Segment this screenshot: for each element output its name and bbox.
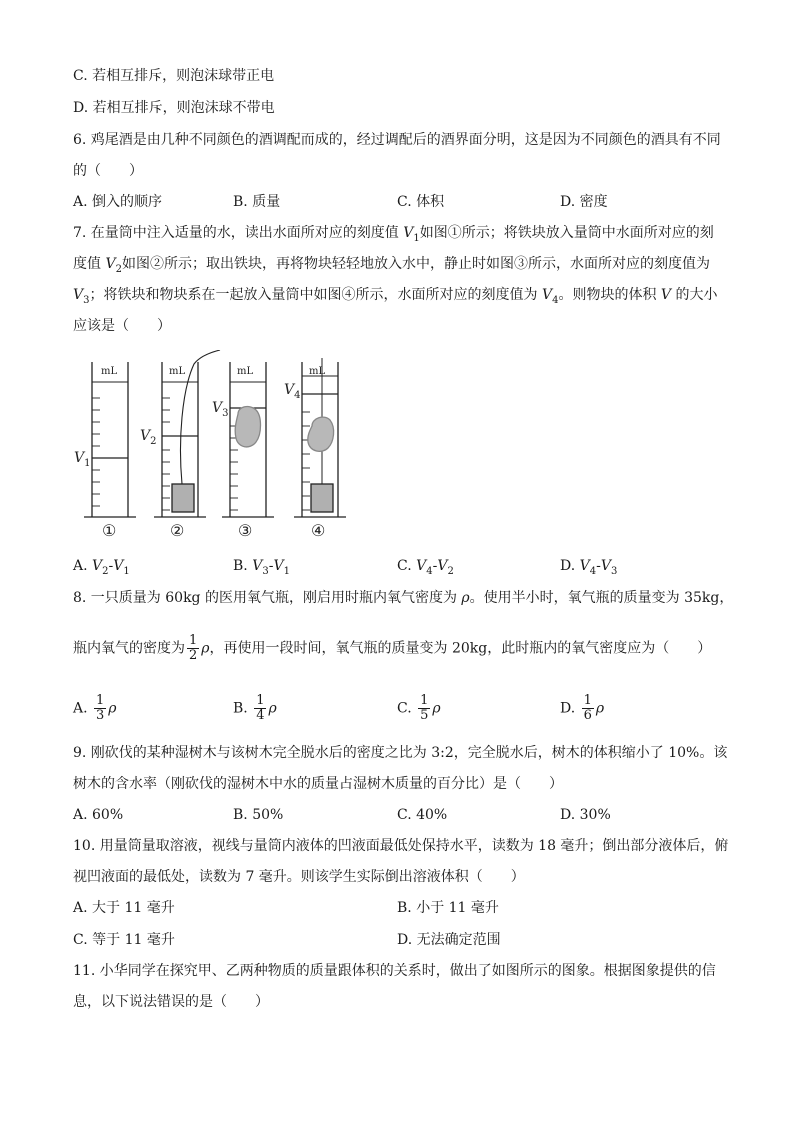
cylinder-3-unit: mL xyxy=(237,366,254,377)
label-v4: $V_4$ xyxy=(284,382,301,401)
figure-number-1: ① xyxy=(102,521,117,540)
wooden-block-4 xyxy=(308,417,334,451)
q10-stem-line2: 视凹液面的最低处，读数为 7 毫升。则该学生实际倒出溶液体积（ ） xyxy=(73,869,525,885)
graduated-cylinders-figure xyxy=(70,350,360,545)
q7-option-b: B. $V_3-V_1$ xyxy=(233,558,290,577)
q10-option-d: D. 无法确定范围 xyxy=(397,932,501,948)
q9-option-a: A. 60% xyxy=(73,807,124,823)
q5-option-c: C. 若相互排斥，则泡沫球带正电 xyxy=(73,68,275,84)
q6-stem-line1: 6. 鸡尾酒是由几种不同颜色的酒调配而成的，经过调配后的酒界面分明，这是因为不同颜色的酒具有不同 xyxy=(73,132,721,148)
q8-stem-line2: 瓶内氧气的密度为 $\frac{1}{2}$ ρ，再使用一段时间，氧气瓶的质量变为 20kg，此时瓶内的氧气密度应为（ ） xyxy=(73,633,712,663)
q6-option-d: D. 密度 xyxy=(560,194,608,210)
q10-option-b: B. 小于 11 毫升 xyxy=(397,900,499,916)
q6-option-b: B. 质量 xyxy=(233,194,281,210)
label-v2: $V_2$ xyxy=(140,428,157,447)
wooden-block-3 xyxy=(235,407,260,447)
q9-stem-line1: 9. 刚砍伐的某种湿树木与该树木完全脱水后的密度之比为 3:2，完全脱水后，树木的体积缩小了 10%。该 xyxy=(73,745,728,761)
cylinder-2-unit: mL xyxy=(169,366,186,377)
q11-stem-line1: 11. 小华同学在探究甲、乙两种物质的质量跟体积的关系时，做出了如图所示的图象。根据图象提供的信 xyxy=(73,963,716,979)
cylinder-4-unit: mL xyxy=(309,366,326,377)
q8-option-d: D. $\frac{1}{6}$ ρ xyxy=(560,693,605,723)
q6-stem-line2: 的（ ） xyxy=(73,163,143,179)
iron-block-4 xyxy=(311,484,333,512)
q7-stem-line2: 度值 $V_2$如图②所示；取出铁块，再将物块轻轻地放入水中，静止时如图③所示，水面所对应的刻度值为 xyxy=(73,256,710,275)
q6-option-a: A. 倒入的顺序 xyxy=(73,194,163,210)
q9-option-b: B. 50% xyxy=(233,807,284,823)
q8-option-b: B. $\frac{1}{4}$ ρ xyxy=(233,693,277,723)
q7-stem-line4: 应该是（ ） xyxy=(73,318,171,334)
cylinder-1 xyxy=(84,362,136,517)
q5-option-d: D. 若相互排斥，则泡沫球不带电 xyxy=(73,100,275,116)
q6-option-c: C. 体积 xyxy=(397,194,445,210)
iron-block-2 xyxy=(172,484,194,512)
figure-number-3: ③ xyxy=(238,521,253,540)
q9-option-c: C. 40% xyxy=(397,807,448,823)
cylinder-1-unit: mL xyxy=(101,366,118,377)
q8-stem-line1: 8. 一只质量为 60kg 的医用氧气瓶，刚启用时瓶内氧气密度为 ρ。使用半小时，氧气瓶的质量变为 35kg， xyxy=(73,590,734,606)
q8-option-a: A. $\frac{1}{3}$ ρ xyxy=(73,693,117,723)
q10-stem-line1: 10. 用量筒量取溶液，视线与量筒内液体的凹液面最低处保持水平，读数为 18 毫升；倒出部分液体后，俯 xyxy=(73,838,729,854)
q7-option-a: A. $V_2-V_1$ xyxy=(73,558,130,577)
q7-stem-line1: 7. 在量筒中注入适量的水，读出水面所对应的刻度值 $V_1$如图①所示；将铁块放入量筒中水面所对应的刻 xyxy=(73,225,714,244)
label-v1: $V_1$ xyxy=(74,450,91,469)
q9-stem-line2: 树木的含水率（刚砍伐的湿树木中水的质量占湿树木质量的百分比）是（ ） xyxy=(73,776,563,792)
q8-option-c: C. $\frac{1}{5}$ ρ xyxy=(397,693,441,723)
q9-option-d: D. 30% xyxy=(560,807,611,823)
q7-option-d: D. $V_4-V_3$ xyxy=(560,558,618,577)
figure-number-4: ④ xyxy=(311,521,326,540)
q7-option-c: C. $V_4-V_2$ xyxy=(397,558,454,577)
fraction-half: $\frac{1}{2}$ xyxy=(189,633,198,663)
q11-stem-line2: 息，以下说法错误的是（ ） xyxy=(73,994,269,1010)
label-v3: $V_3$ xyxy=(212,400,229,419)
q7-stem-line3: $V_3$；将铁块和物块系在一起放入量筒中如图④所示，水面所对应的刻度值为 $V_4$。则物块的体积 V 的大小 xyxy=(73,287,718,306)
q10-option-c: C. 等于 11 毫升 xyxy=(73,932,175,948)
figure-number-2: ② xyxy=(170,521,185,540)
q10-option-a: A. 大于 11 毫升 xyxy=(73,900,175,916)
